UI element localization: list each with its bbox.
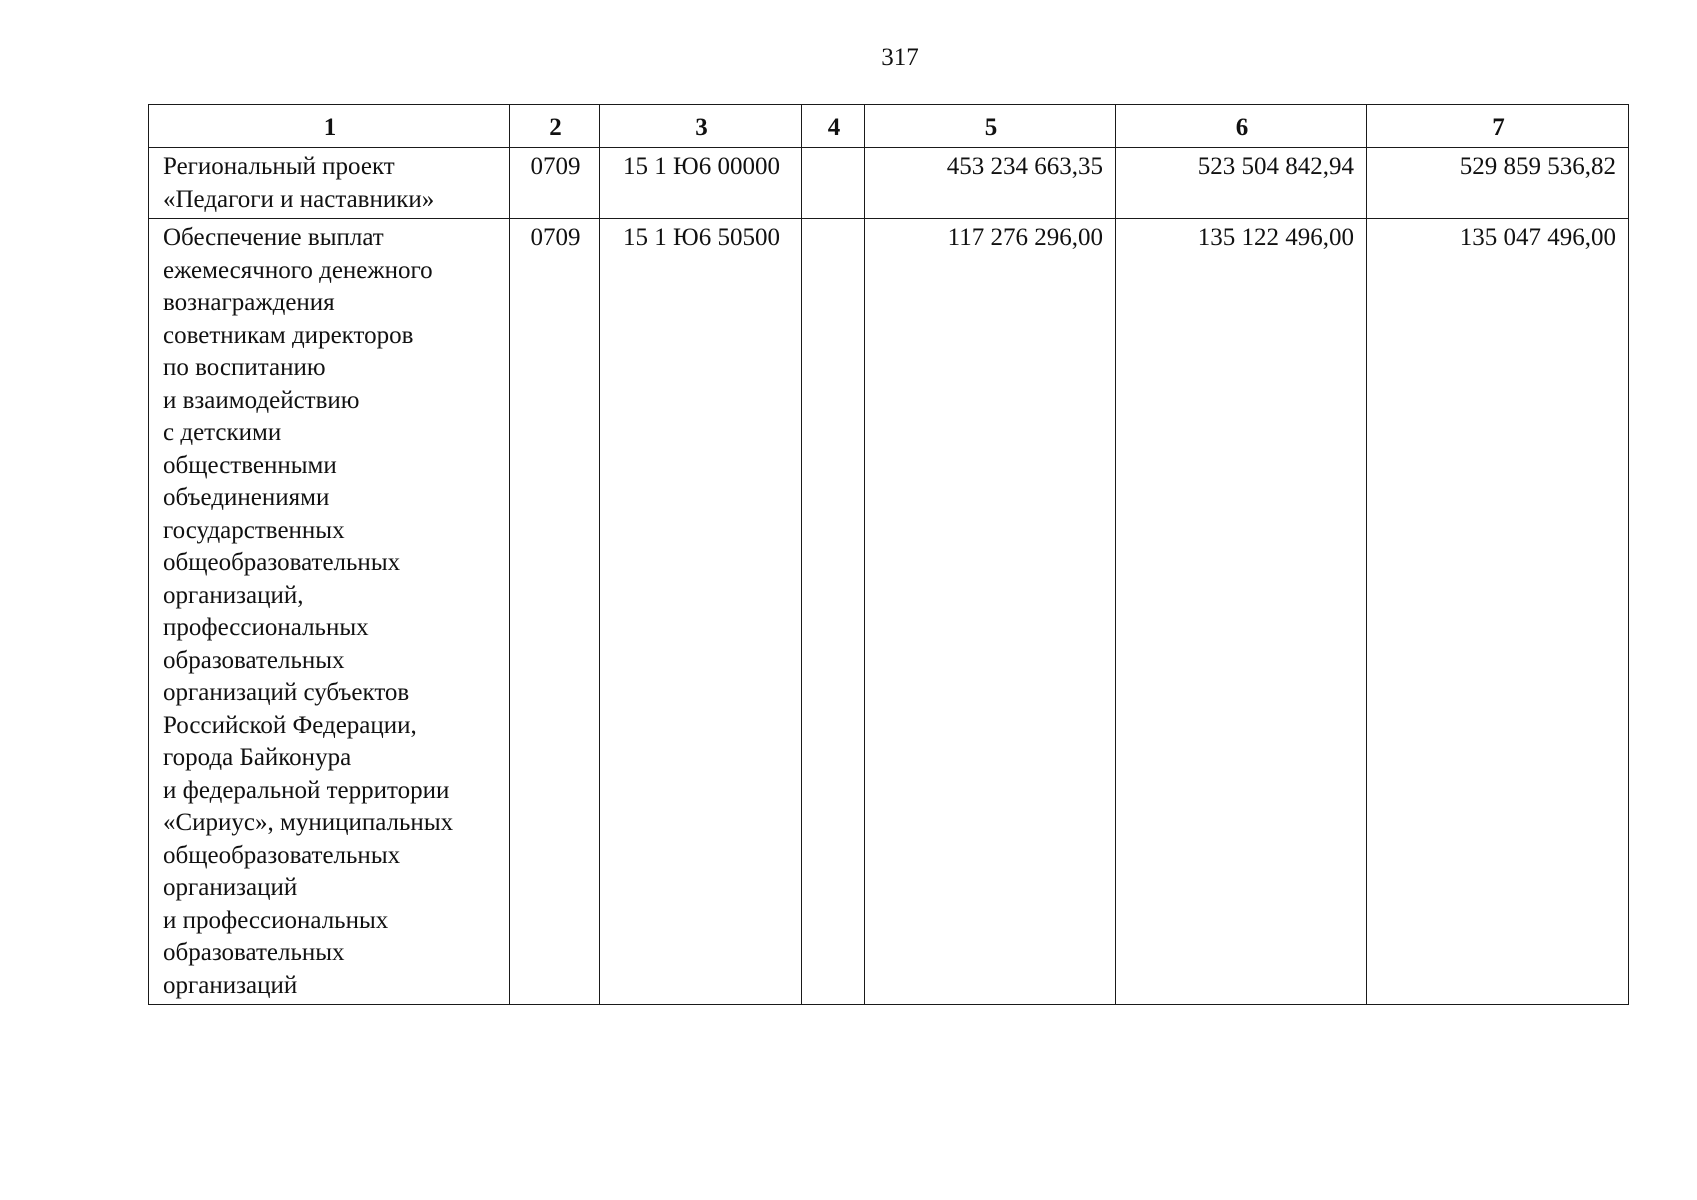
row-name-cell: Обеспечение выплат ежемесячного денежного вознаграждения советникам директоров по воспитанию и взаимодействию с детскими общественными объединениями государственных общеобразовательных организаций, профессиональных образовательных организаций субъектов Российской Федерации, города Байконура и федеральной территории «Сириус», муниципальных общеобразовательных организаций и профессиональных образовательных организаций <box>149 219 510 1005</box>
budget-table <box>148 104 1629 1005</box>
target-article-cell: 15 1 Ю6 00000 <box>600 148 802 219</box>
column-header-7: 7 <box>1367 105 1629 148</box>
amount-year-2-cell: 135 122 496,00 <box>1116 219 1367 1005</box>
amount-year-3-cell: 529 859 536,82 <box>1367 148 1629 219</box>
section-code-cell: 0709 <box>510 219 600 1005</box>
column-header-3: 3 <box>600 105 802 148</box>
page-number: 317 <box>881 44 919 71</box>
amount-year-2-cell: 523 504 842,94 <box>1116 148 1367 219</box>
expense-type-cell <box>802 148 865 219</box>
column-header-2: 2 <box>510 105 600 148</box>
column-header-4: 4 <box>802 105 865 148</box>
expense-type-cell <box>802 219 865 1005</box>
table-row <box>149 148 1629 219</box>
column-header-5: 5 <box>865 105 1116 148</box>
amount-year-3-cell: 135 047 496,00 <box>1367 219 1629 1005</box>
column-header-6: 6 <box>1116 105 1367 148</box>
target-article-cell: 15 1 Ю6 50500 <box>600 219 802 1005</box>
table-header-row <box>149 105 1629 148</box>
amount-year-1-cell: 117 276 296,00 <box>865 219 1116 1005</box>
section-code-cell: 0709 <box>510 148 600 219</box>
row-name-cell: Региональный проект «Педагоги и наставники» <box>149 148 510 219</box>
column-header-1: 1 <box>149 105 510 148</box>
table-row <box>149 219 1629 1005</box>
amount-year-1-cell: 453 234 663,35 <box>865 148 1116 219</box>
